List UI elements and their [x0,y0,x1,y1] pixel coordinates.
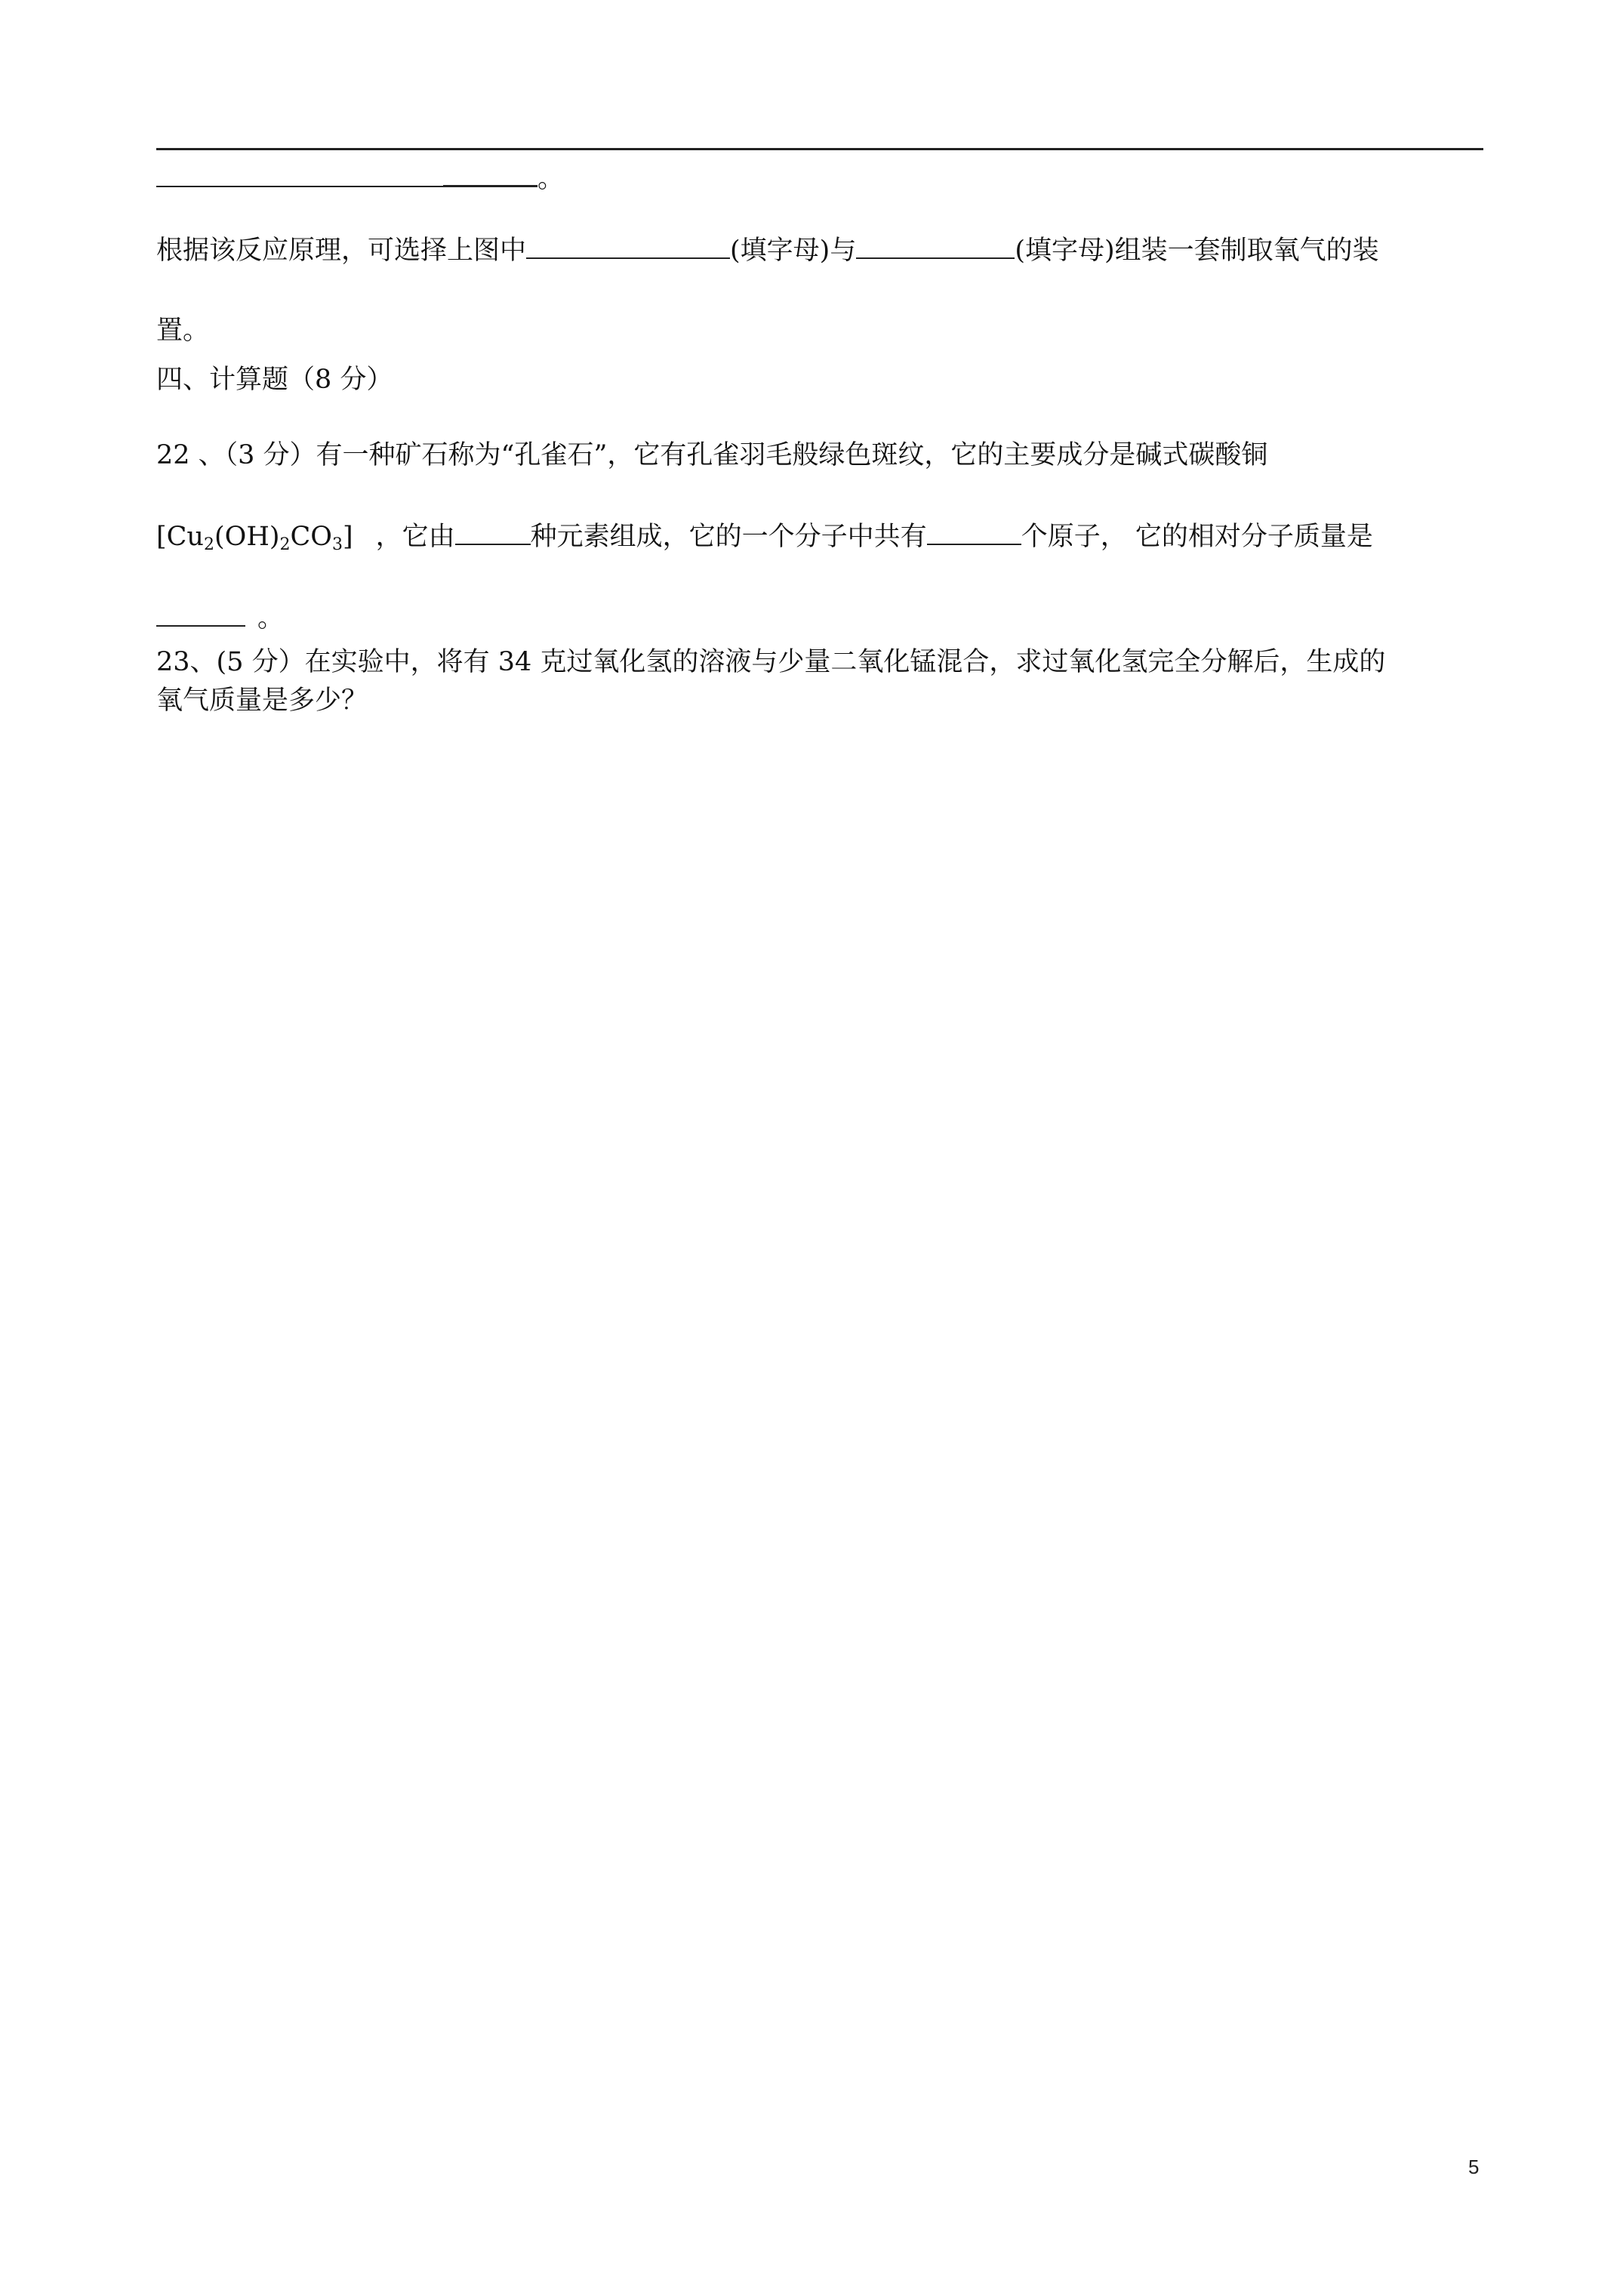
answer-blank [927,521,1021,545]
text-line [156,233,1379,268]
question-23 [156,645,1385,680]
text-span: 根据该反应原理，可选择上图中 [156,236,527,266]
text-span: (OH) [214,522,280,552]
page-number: 5 [1468,2156,1480,2178]
chemical-formula [156,522,353,552]
subscript: 3 [332,535,343,554]
question-22-end [156,601,284,636]
text-span: 。 [257,603,285,633]
answer-blank [156,603,245,627]
text-span: 22 、（3 分）有一种矿石称为“孔雀石”，它有孔雀羽毛般绿色斑纹，它的主要成分是碱式碳酸铜 [156,440,1268,470]
text-span: 四、计算题（8 分） [156,365,393,395]
text-span: [Cu [156,522,204,552]
answer-blank [856,235,1015,259]
period: 。 [537,164,565,194]
text-span: 种元素组成，它的一个分子中共有 [530,522,927,552]
question-22-formula-line [156,519,1373,562]
answer-blank [156,163,443,187]
answer-blank [526,235,730,259]
text-span: 个原子， 它的相对分子质量是 [1021,522,1373,552]
question-23-cont [156,683,368,718]
text-span: 23、(5 分）在实验中，将有 34 克过氧化氢的溶液与少量二氧化锰混合，求过氧化氢完全分解后，生成的 [156,647,1386,677]
answer-line-end [156,162,564,196]
subscript: 2 [203,535,214,554]
question-22 [156,438,1267,473]
text-span: ，它由 [375,522,455,552]
text-span: (填字母)组装一套制取氧气的装 [1015,236,1379,266]
subscript: 2 [279,535,291,554]
text-span: ] [343,522,353,552]
text-line [156,313,209,348]
text-span: 氧气质量是多少？ [156,686,368,716]
header-rule [156,148,1483,150]
answer-blank [455,521,531,545]
answer-blank [443,162,537,187]
text-span: CO [290,522,332,552]
section-title [156,362,393,397]
text-span: (填字母)与 [730,236,857,266]
text-span: 置。 [156,316,210,346]
